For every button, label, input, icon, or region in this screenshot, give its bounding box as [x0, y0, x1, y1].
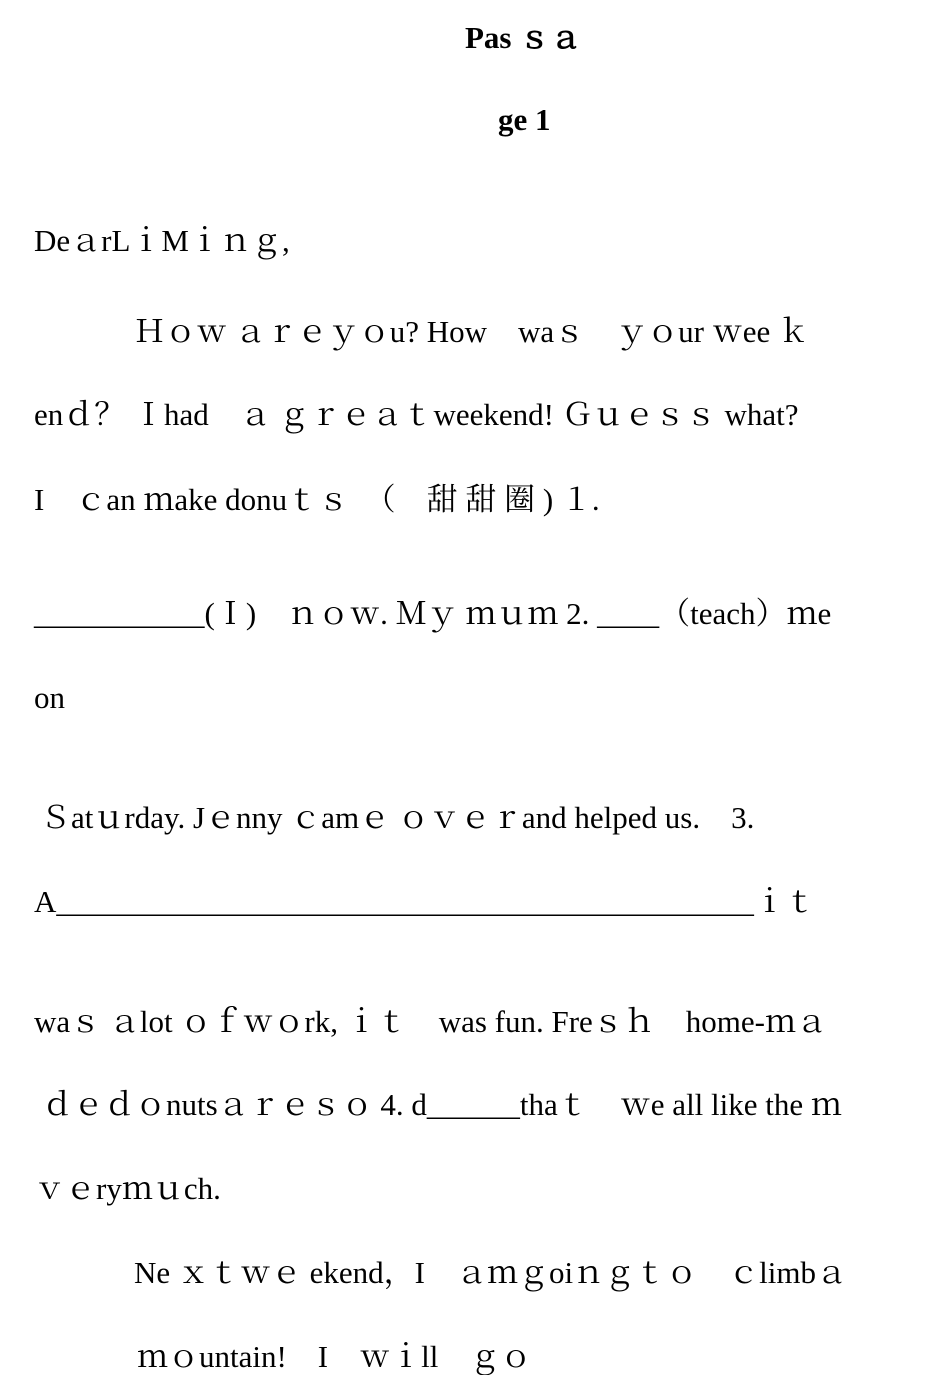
- text-line: Ｈｏｗ ａｒｅｙｏu? How waｓ ｙｏur ｗee ｋ: [134, 314, 810, 349]
- text-line: I ｃan ｍake donuｔｓ （ 甜 甜 圈 ) １.: [34, 482, 600, 517]
- text-line: Ｓatｕrday. Jｅnny ｃamｅ ｏｖｅｒand helped us. 3.: [40, 800, 755, 835]
- letter-greeting: DeａrLｉMｉｎｇ,: [34, 223, 290, 258]
- passage-title-line2: ge 1: [498, 102, 551, 137]
- text-line: Ne ｘｔｗｅ ekend，I ａｍｇoiｎｇｔｏ ｃlimbａ: [134, 1255, 847, 1290]
- passage-title-line1: Pas ｓａ: [465, 20, 582, 55]
- text-line: ｖｅryｍｕch.: [34, 1171, 221, 1206]
- text-line: waｓ ａlot ｏｆｗｏrk, ｉｔ was fun. Freｓｈ home-ｍａ: [34, 1004, 827, 1039]
- text-line: enｄ？ Ｉhad ａ ｇｒｅａｔweekend! Ｇｕｅｓｓ what?: [34, 397, 799, 432]
- text-line: ｄｅｄｏnutsａｒｅｓｏ 4. d______thaｔ ｗe all like the ｍ: [42, 1087, 842, 1122]
- text-line: on: [34, 680, 65, 715]
- text-line: ___________(Ｉ) ｎｏｗ. Ｍｙ ｍｕｍ 2. ____（teach）ｍe: [34, 596, 832, 631]
- text-line: ｍｏuntain! I ｗｉll ｇｏ: [137, 1339, 532, 1374]
- text-line: A_____________________________________________ｉｔ: [34, 884, 816, 919]
